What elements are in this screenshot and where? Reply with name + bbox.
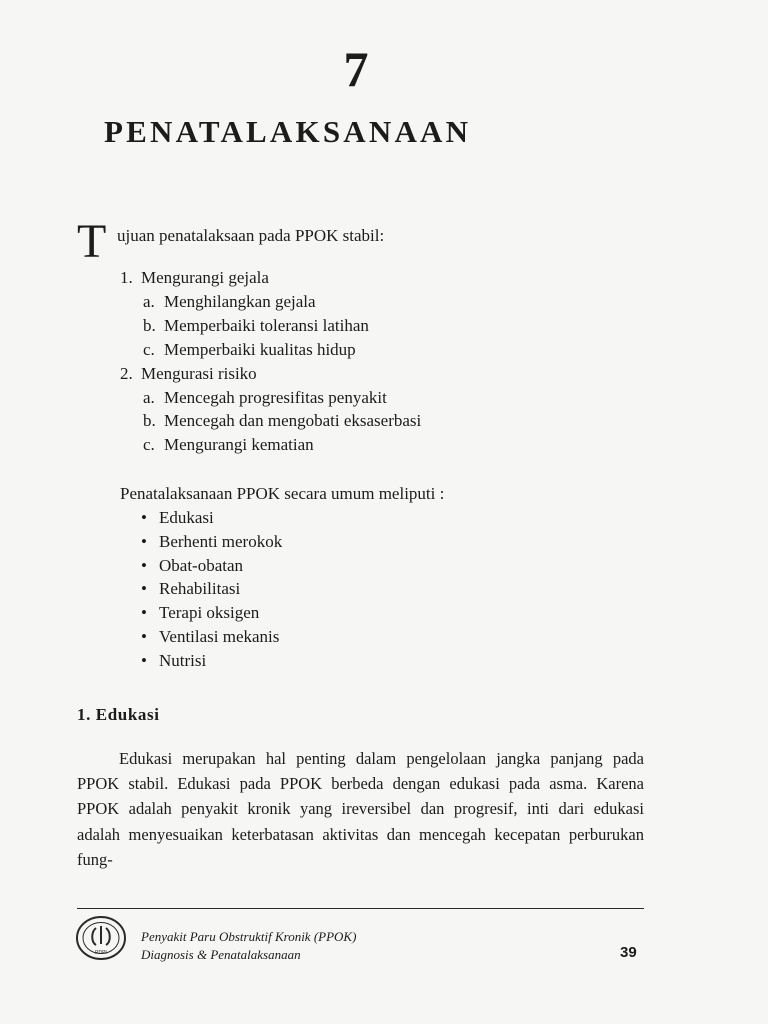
goal-item bbox=[120, 266, 421, 290]
bullet-item bbox=[141, 530, 282, 554]
subitem-marker: c. bbox=[143, 435, 155, 455]
bullet-label: Nutrisi bbox=[159, 650, 207, 670]
footer-rule bbox=[77, 908, 644, 909]
bullet-label: Terapi oksigen bbox=[159, 603, 260, 623]
bullet-item bbox=[141, 601, 282, 625]
goal-marker: 1. bbox=[120, 268, 133, 287]
society-logo bbox=[75, 914, 127, 962]
subitem-marker: a. bbox=[143, 387, 155, 407]
goal-label: Mengurangi gejala bbox=[141, 268, 269, 287]
bullet-item bbox=[141, 649, 282, 673]
goal-item bbox=[120, 362, 421, 386]
subitem-label: Mencegah dan mengobati eksaserbasi bbox=[164, 411, 422, 431]
goal-subitem bbox=[120, 409, 421, 433]
intro-text: ujuan penatalaksaan pada PPOK stabil: bbox=[117, 226, 385, 245]
goal-subitem bbox=[120, 386, 421, 410]
goal-subitem bbox=[120, 290, 421, 314]
logo-text: PDPI bbox=[95, 950, 107, 956]
goal-label: Mengurasi risiko bbox=[141, 363, 257, 383]
goal-marker: 2. bbox=[120, 363, 133, 383]
summary-text: Penatalaksanaan PPOK secara umum meliputi : bbox=[120, 484, 445, 503]
bullet-label: Obat-obatan bbox=[159, 555, 244, 575]
subitem-label: Memperbaiki kualitas hidup bbox=[164, 339, 356, 359]
goal-subitem bbox=[120, 314, 421, 338]
bullet-label: Edukasi bbox=[159, 508, 214, 527]
bullet-label: Ventilasi mekanis bbox=[159, 626, 280, 646]
bullet-icon: • bbox=[141, 555, 147, 575]
society-seal-icon bbox=[75, 914, 127, 962]
bullet-icon: • bbox=[141, 603, 147, 623]
bullet-icon: • bbox=[141, 531, 147, 551]
bullet-item bbox=[141, 577, 282, 601]
goal-subitem bbox=[120, 338, 421, 362]
bullet-icon: • bbox=[141, 579, 147, 599]
drop-cap: T bbox=[77, 215, 107, 268]
bullet-label: Rehabilitasi bbox=[159, 579, 241, 599]
subitem-label: Menghilangkan gejala bbox=[164, 291, 316, 311]
footer-book-info bbox=[141, 928, 356, 964]
goals-list bbox=[120, 266, 421, 457]
chapter-number: 7 bbox=[343, 41, 369, 97]
page-number: 39 bbox=[620, 944, 637, 961]
body-paragraph: Edukasi merupakan hal penting dalam pengelolaan jangka panjang pada PPOK stabil. Edukasi pada PPOK berbeda dengan edukasi pada asma. Karena PPOK adalah penyakit kronik yang ireversibel dan progresif, inti dari edukasi adalah menyesuaikan keterbatasan aktivitas dan mencegah kecepatan perburukan fung- bbox=[77, 749, 644, 869]
bullet-icon: • bbox=[141, 650, 147, 670]
footer-book-title: Penyakit Paru Obstruktif Kronik (PPOK) bbox=[141, 929, 357, 944]
bullet-label: Berhenti merokok bbox=[159, 531, 283, 551]
section-heading: 1. Edukasi bbox=[77, 705, 160, 724]
footer-book-subtitle: Diagnosis & Penatalaksanaan bbox=[141, 947, 301, 962]
bullet-icon: • bbox=[141, 626, 147, 646]
subitem-label: Mengurangi kematian bbox=[164, 435, 314, 455]
bullet-item bbox=[141, 625, 282, 649]
subitem-marker: b. bbox=[143, 411, 156, 431]
subitem-marker: b. bbox=[143, 315, 156, 335]
subitem-marker: a. bbox=[143, 291, 155, 311]
bullet-item bbox=[141, 506, 282, 530]
bullet-icon: • bbox=[141, 508, 147, 527]
chapter-title: PENATALAKSANAAN bbox=[104, 114, 472, 149]
intro-line bbox=[77, 215, 677, 268]
bullet-item bbox=[141, 554, 282, 578]
goal-subitem bbox=[120, 433, 421, 457]
management-bullet-list bbox=[141, 506, 282, 673]
subitem-marker: c. bbox=[143, 339, 155, 359]
subitem-label: Mencegah progresifitas penyakit bbox=[164, 387, 387, 407]
subitem-label: Memperbaiki toleransi latihan bbox=[164, 315, 369, 335]
